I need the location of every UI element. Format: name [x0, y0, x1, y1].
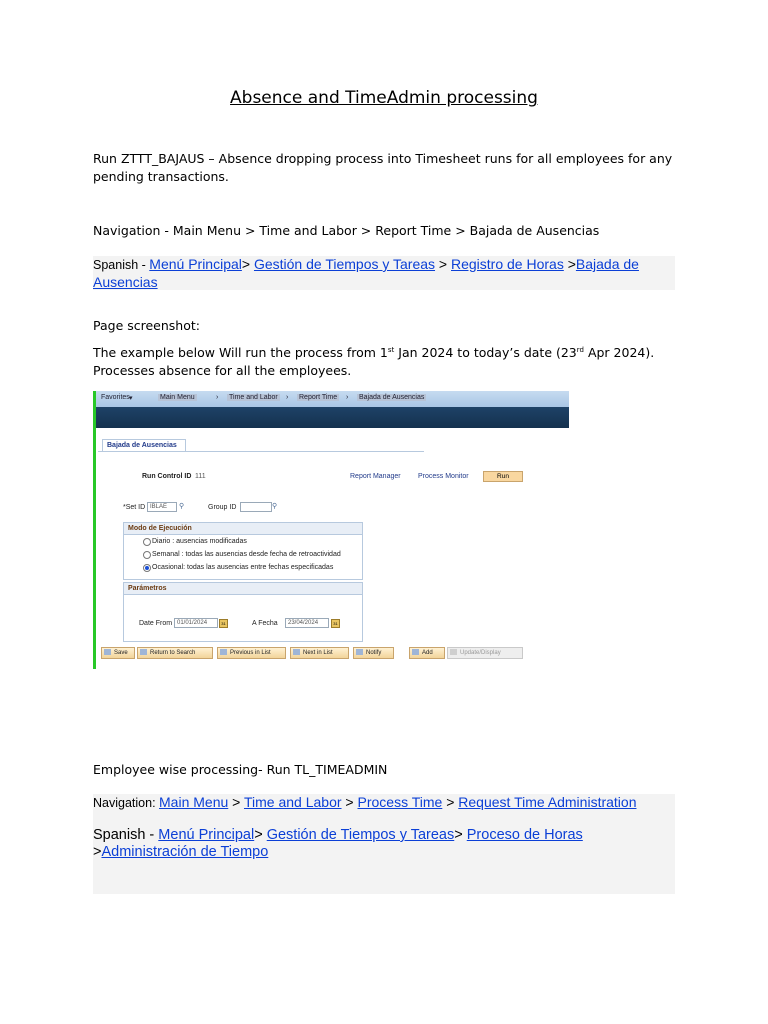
link-registro-horas[interactable]: Registro de Horas	[451, 256, 564, 272]
return-icon	[140, 649, 147, 655]
nav-time-and-labor[interactable]: Time and Labor	[229, 394, 278, 401]
nav-separator: >	[563, 256, 576, 272]
link-request-time-admin[interactable]: Request Time Administration	[458, 794, 637, 810]
save-button[interactable]	[101, 647, 135, 659]
navigation-spanish-2	[93, 814, 675, 894]
example-text: The example below Will run the process from 1	[93, 345, 388, 360]
notify-button[interactable]	[353, 647, 394, 659]
intro-paragraph: Run ZTTT_BAJAUS – Absence dropping process into Timesheet runs for all employees for any pending transactions.	[93, 151, 673, 184]
link-gestion-tiempos-2[interactable]: Gestión de Tiempos y Tareas	[266, 827, 455, 843]
calendar-icon[interactable]: 31	[331, 619, 340, 628]
nav-separator: >	[254, 827, 267, 843]
nav-separator: >	[442, 794, 459, 810]
nav-bajada-ausencias[interactable]: Bajada de Ausencias	[359, 394, 425, 401]
radio-diario[interactable]	[143, 538, 151, 546]
run-control-label: Run Control ID	[142, 473, 192, 480]
nav-chevron-icon: ▾	[129, 395, 133, 402]
link-process-time[interactable]: Process Time	[357, 794, 443, 810]
return-label: Return to Search	[150, 650, 196, 656]
link-menu-principal-2[interactable]: Menú Principal	[158, 827, 255, 843]
nav2-prefix: Navigation:	[93, 796, 160, 810]
date-from-field[interactable]: 01/01/2024	[174, 618, 218, 628]
add-label: Add	[422, 650, 433, 656]
a-fecha-label: A Fecha	[252, 620, 278, 627]
next-in-list-button[interactable]	[290, 647, 349, 659]
previous-icon	[220, 649, 227, 655]
calendar-icon[interactable]: 31	[219, 619, 228, 628]
groupid-label: Group ID	[208, 504, 237, 511]
link-time-and-labor[interactable]: Time and Labor	[243, 794, 342, 810]
example-sup: rd	[576, 346, 584, 354]
mode-ocasional-label: Ocasional: todas las ausencias entre fechas especificadas	[152, 564, 334, 571]
lookup-search-icon[interactable]: ⚲	[272, 503, 278, 510]
setid-label: *Set ID	[123, 504, 146, 511]
update-label: Update/Display	[460, 650, 501, 656]
navigation-english: Navigation - Main Menu > Time and Labor > Report Time > Bajada de Ausencias	[93, 223, 600, 238]
run-button[interactable]: Run	[483, 471, 523, 482]
previous-label: Previous in List	[230, 650, 271, 656]
save-label: Save	[114, 650, 128, 656]
screenshot-banner	[96, 407, 569, 428]
nav-separator: >	[435, 256, 451, 272]
link-menu-principal[interactable]: Menú Principal	[149, 256, 242, 272]
employee-wise-heading: Employee wise processing- Run TL_TIMEADMIN	[93, 762, 388, 777]
navigation-english-2	[93, 794, 675, 814]
page-title: Absence and TimeAdmin processing	[230, 88, 538, 108]
nav-chevron-icon: ›	[346, 394, 349, 401]
process-monitor-link[interactable]: Process Monitor	[418, 473, 469, 480]
nav-separator: >	[228, 794, 244, 810]
spanish-prefix: Spanish -	[93, 258, 150, 272]
mode-diario-label: Diario : ausencias modificadas	[152, 538, 247, 545]
link-main-menu[interactable]: Main Menu	[159, 794, 229, 810]
nav-separator: >	[454, 827, 467, 843]
radio-semanal[interactable]	[143, 551, 151, 559]
example-text: Jan 2024 to today’s date (23	[394, 345, 577, 360]
date-from-label: Date From	[139, 620, 173, 627]
tab-divider	[98, 451, 424, 452]
page-screenshot-label: Page screenshot:	[93, 318, 200, 333]
mode-group-header: Modo de Ejecución	[124, 523, 362, 535]
link-proceso-horas[interactable]: Proceso de Horas	[466, 827, 583, 843]
params-group-header: Parámetros	[124, 583, 362, 595]
lookup-search-icon[interactable]: ⚲	[179, 503, 185, 510]
radio-ocasional[interactable]	[143, 564, 151, 572]
previous-in-list-button[interactable]	[217, 647, 286, 659]
screenshot-top-nav	[96, 391, 569, 407]
update-icon	[450, 649, 457, 655]
example-paragraph	[93, 344, 677, 380]
nav-separator: >	[241, 256, 254, 272]
tab-bajada-ausencias[interactable]: Bajada de Ausencias	[102, 439, 186, 451]
link-bajada-ausencias[interactable]: Bajada de Ausencias	[93, 256, 639, 290]
save-icon	[104, 649, 111, 655]
nav-separator: >	[93, 844, 102, 860]
example-text: Apr 2024). Processes absence for all the employees.	[93, 345, 655, 378]
report-manager-link[interactable]: Report Manager	[350, 473, 401, 480]
run-control-value: 111	[195, 473, 206, 480]
navigation-spanish	[93, 256, 675, 290]
groupid-field[interactable]	[240, 502, 272, 512]
nav-chevron-icon: ›	[216, 394, 219, 401]
next-icon	[293, 649, 300, 655]
next-label: Next in List	[303, 650, 333, 656]
nav-separator: >	[341, 794, 358, 810]
update-display-button[interactable]	[447, 647, 523, 659]
link-administracion-tiempo[interactable]: Administración de Tiempo	[101, 844, 269, 860]
spanish2-prefix: Spanish -	[93, 827, 159, 843]
nav-main-menu[interactable]: Main Menu	[160, 394, 195, 401]
a-fecha-field[interactable]: 23/04/2024	[285, 618, 329, 628]
add-button[interactable]	[409, 647, 445, 659]
nav-favorites[interactable]: Favorites	[101, 394, 130, 401]
add-icon	[412, 649, 419, 655]
return-to-search-button[interactable]	[137, 647, 213, 659]
nav-report-time[interactable]: Report Time	[299, 394, 338, 401]
params-group	[123, 582, 363, 642]
mode-semanal-label: Semanal : todas las ausencias desde fecha de retroactividad	[152, 551, 341, 558]
example-sup: st	[387, 346, 395, 354]
setid-field[interactable]: IBLAE	[147, 502, 177, 512]
notify-label: Notify	[366, 650, 382, 656]
nav-chevron-icon: ›	[286, 394, 289, 401]
process-screenshot	[93, 391, 569, 669]
notify-icon	[356, 649, 363, 655]
link-gestion-tiempos[interactable]: Gestión de Tiempos y Tareas	[253, 256, 436, 272]
